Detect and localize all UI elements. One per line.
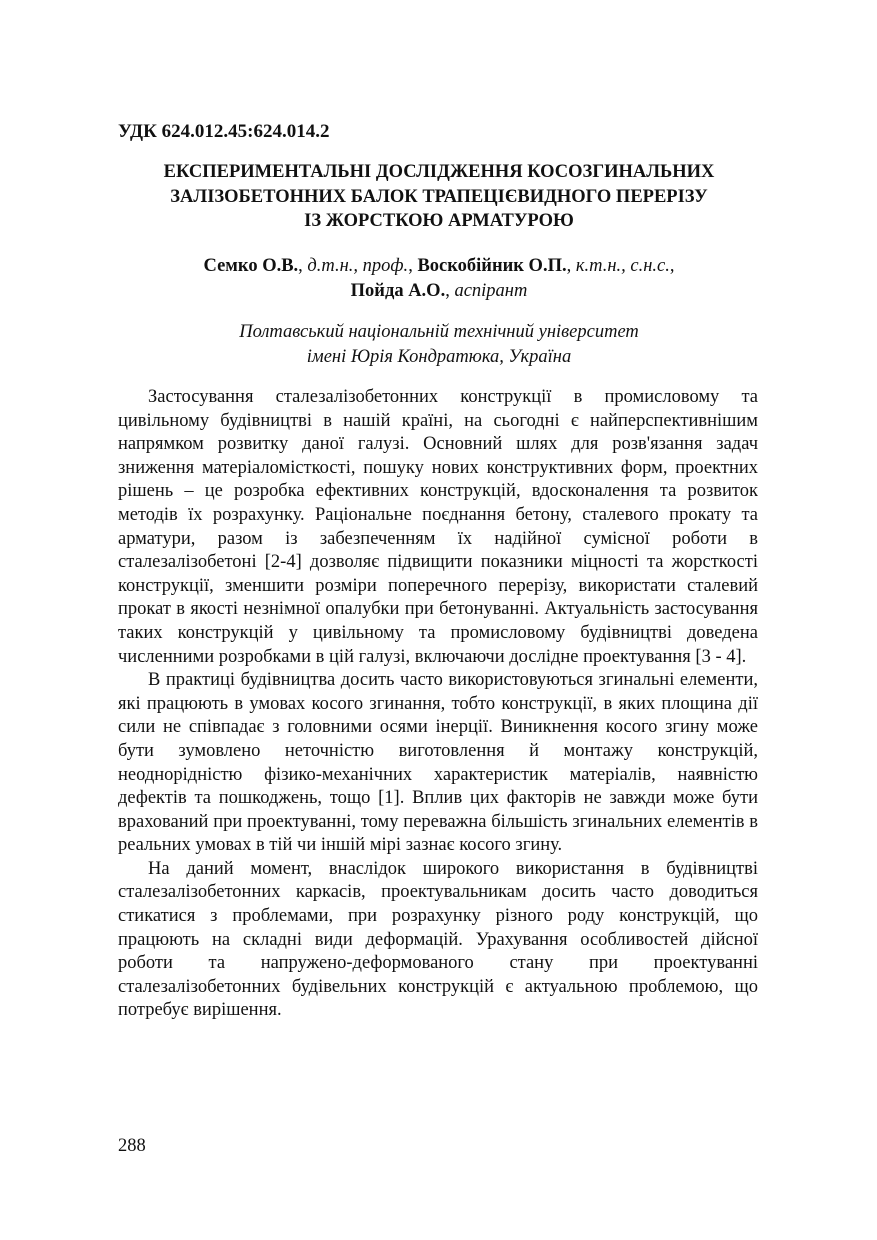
affiliation-line: імені Юрія Кондратюка, Україна (306, 347, 572, 367)
authors-block (110, 254, 768, 304)
title-line: ЕКСПЕРИМЕНТАЛЬНІ ДОСЛІДЖЕННЯ КОСОЗГИНАЛЬНИХ (163, 162, 715, 182)
body-text (118, 386, 758, 1023)
authors-line-1: Семко О.В., д.т.н., проф., Воскобійник О.П., к.т.н., с.н.с., (203, 256, 675, 276)
author-title: к.т.н., с.н.с. (575, 256, 670, 276)
author-title: д.т.н., проф. (307, 256, 409, 276)
affiliation (110, 320, 768, 370)
authors-line-2: Пойда А.О., аспірант (350, 281, 528, 301)
title-line: ЗАЛІЗОБЕТОННИХ БАЛОК ТРАПЕЦІЄВИДНОГО ПЕРЕРІЗУ (170, 186, 708, 207)
paragraph: Застосування сталезалізобетонних конструкції в промисловому та цивільному будівництві в нашій країні, на сьогодні є найперспективнішим напрямком розвитку даної галузі. Основний шлях для розв'язання задач зниження матеріаломісткості, пошуку нових конструктивних форм, проектних рішень – це розробка ефективних конструкцій, вдосконалення та розвиток методів їх розрахунку. Раціональне поєднання бетону, сталевого прокату та арматури, разом із забезпеченням їх надійної сумісної роботи в сталезалізобетоні [2-4] дозволяє підвищити показники міцності та жорсткості конструкції, зменшити розміри поперечного перерізу, використати сталевий прокат в якості незнімної опалубки при бетонуванні. Актуальність застосування таких конструкцій у цивільному та промисловому будівництві доведена численними розробками в цій галузі, включаючи дослідне проектування [3 - 4]. (118, 387, 758, 667)
author-title: аспірант (454, 281, 528, 301)
affiliation-line: Полтавський національній технічний університет (239, 322, 639, 342)
paragraph: В практиці будівництва досить часто використовуються згинальні елементи, які працюють в умовах косого згинання, тобто конструкції, в яких площина дії сили не співпадає з головними осями інерції. Виникнення косого згину може бути зумовлено неточністю виготовлення й монтажу конструкцій, неоднорідністю фізико-механічних характеристик матеріалів, наявністю дефектів та пошкоджень, тощо [1]. Вплив цих факторів не завжди може бути врахований при проектуванні, тому переважна більшість згинальних елементів в реальних умовах в тій чи іншій мірі зазнає косого згину. (118, 670, 758, 856)
paragraph: На даний момент, внаслідок широкого використання в будівництві сталезалізобетонних каркасів, проектувальникам досить часто доводиться стикатися з проблемами, при розрахунку різного роду конструкцій, що працюють на складні види деформацій. Урахування особливостей дійсної роботи та напружено-деформованого стану при проектуванні сталезалізобетонних будівельних конструкцій є актуальною проблемою, що потребує вирішення. (118, 858, 758, 1021)
author-name: Семко О.В. (203, 256, 299, 276)
page-number: 288 (118, 1136, 146, 1156)
author-name: Пойда А.О. (350, 281, 446, 301)
paper-title (110, 160, 768, 234)
author-name: Воскобійник О.П. (417, 256, 567, 276)
title-line: ІЗ ЖОРСТКОЮ АРМАТУРОЮ (304, 211, 574, 231)
udk-code: УДК 624.012.45:624.014.2 (118, 121, 330, 142)
